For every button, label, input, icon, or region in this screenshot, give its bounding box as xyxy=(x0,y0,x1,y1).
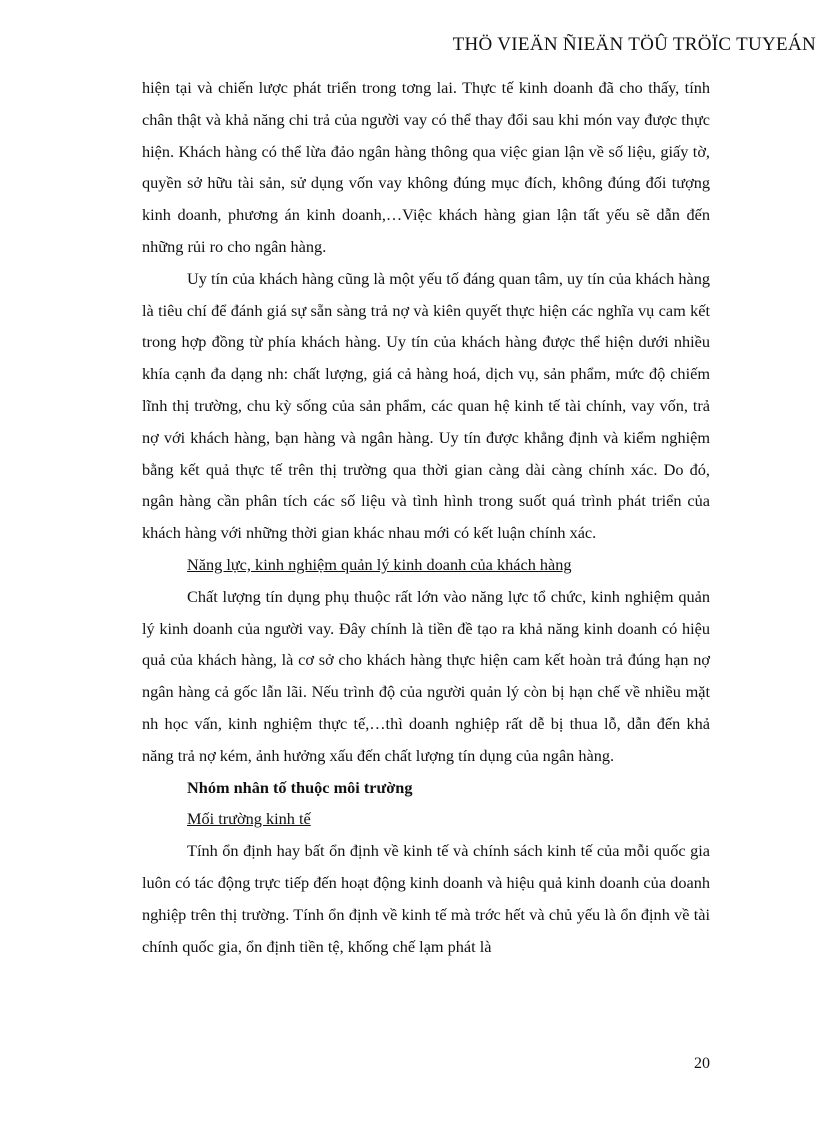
paragraph-3: Chất lượng tín dụng phụ thuộc rất lớn vào năng lực tổ chức, kinh nghiệm quản lý kinh doanh của người vay. Đây chính là tiền đề tạo ra khả năng kinh doanh có hiệu quả của khách hàng, là cơ sở cho khách hàng thực hiện cam kết hoàn trả đúng hạn nợ ngân hàng cả gốc lẫn lãi. Nếu trình độ của người quản lý còn bị hạn chế về nhiều mặt nh học vấn, kinh nghiệm thực tế,…thì doanh nghiệp rất dễ bị thua lỗ, dẫn đến khả năng trả nợ kém, ảnh hưởng xấu đến chất lượng tín dụng của ngân hàng. xyxy=(142,586,710,765)
section-heading-environment: Nhóm nhân tố thuộc môi trường xyxy=(187,777,413,797)
paragraph-2: Uy tín của khách hàng cũng là một yếu tố đáng quan tâm, uy tín của khách hàng là tiêu chí để đánh giá sự sẵn sàng trả nợ và kiên quyết thực hiện các nghĩa vụ cam kết trong hợp đồng từ phía khách hàng. Uy tín của khách hàng được thể hiện dưới nhiều khía cạnh đa dạng nh: chất lượng, giá cả hàng hoá, dịch vụ, sản phẩm, mức độ chiếm lĩnh thị trường, chu kỳ sống của sản phẩm, các quan hệ kinh tế tài chính, vay vốn, trả nợ với khách hàng, bạn hàng và ngân hàng. Uy tín được khẳng định và kiểm nghiệm bằng kết quả thực tế trên thị trường qua thời gian càng dài càng chính xác. Do đó, ngân hàng cần phân tích các số liệu và tình hình trong suốt quá trình phát triển của khách hàng với những thời gian khác nhau mới có kết luận chính xác. xyxy=(142,268,710,543)
paragraph-4: Tính ổn định hay bất ổn định về kinh tế và chính sách kinh tế của mỗi quốc gia luôn có tác động trực tiếp đến hoạt động kinh doanh và hiệu quả kinh doanh của doanh nghiệp trên thị trường. Tính ổn định về kinh tế mà trớc hết và chủ yếu là ổn định về tài chính quốc gia, ổn định tiền tệ, khống chế lạm phát là xyxy=(142,841,710,956)
document-body xyxy=(142,72,710,962)
section-heading-economic-text: Mối trường kinh tế xyxy=(187,809,311,829)
section-heading-economic xyxy=(142,803,710,835)
section-heading-management-text: Năng lực, kinh nghiệm quản lý kinh doanh của khách hàng xyxy=(187,554,572,574)
document-header: THÖ VIEÄN ÑIEÄN TÖÛ TRÖÏC TUYEÁN xyxy=(452,34,816,55)
section-heading-management xyxy=(142,549,710,581)
paragraph-1: hiện tại và chiến lược phát triển trong tơng lai. Thực tế kinh doanh đã cho thấy, tính chân thật và khả năng chi trả của người vay có thể thay đổi sau khi món vay được thực hiện. Khách hàng có thể lừa đảo ngân hàng thông qua việc gian lận về số liệu, giấy tờ, quyền sở hữu tài sản, sử dụng vốn vay không đúng mục đích, không đúng đối tượng kinh doanh, phương án kinh doanh,…Việc khách hàng gian lận tất yếu sẽ dẫn đến những rủi ro cho ngân hàng. xyxy=(142,78,710,256)
page-number: 20 xyxy=(694,1055,710,1072)
